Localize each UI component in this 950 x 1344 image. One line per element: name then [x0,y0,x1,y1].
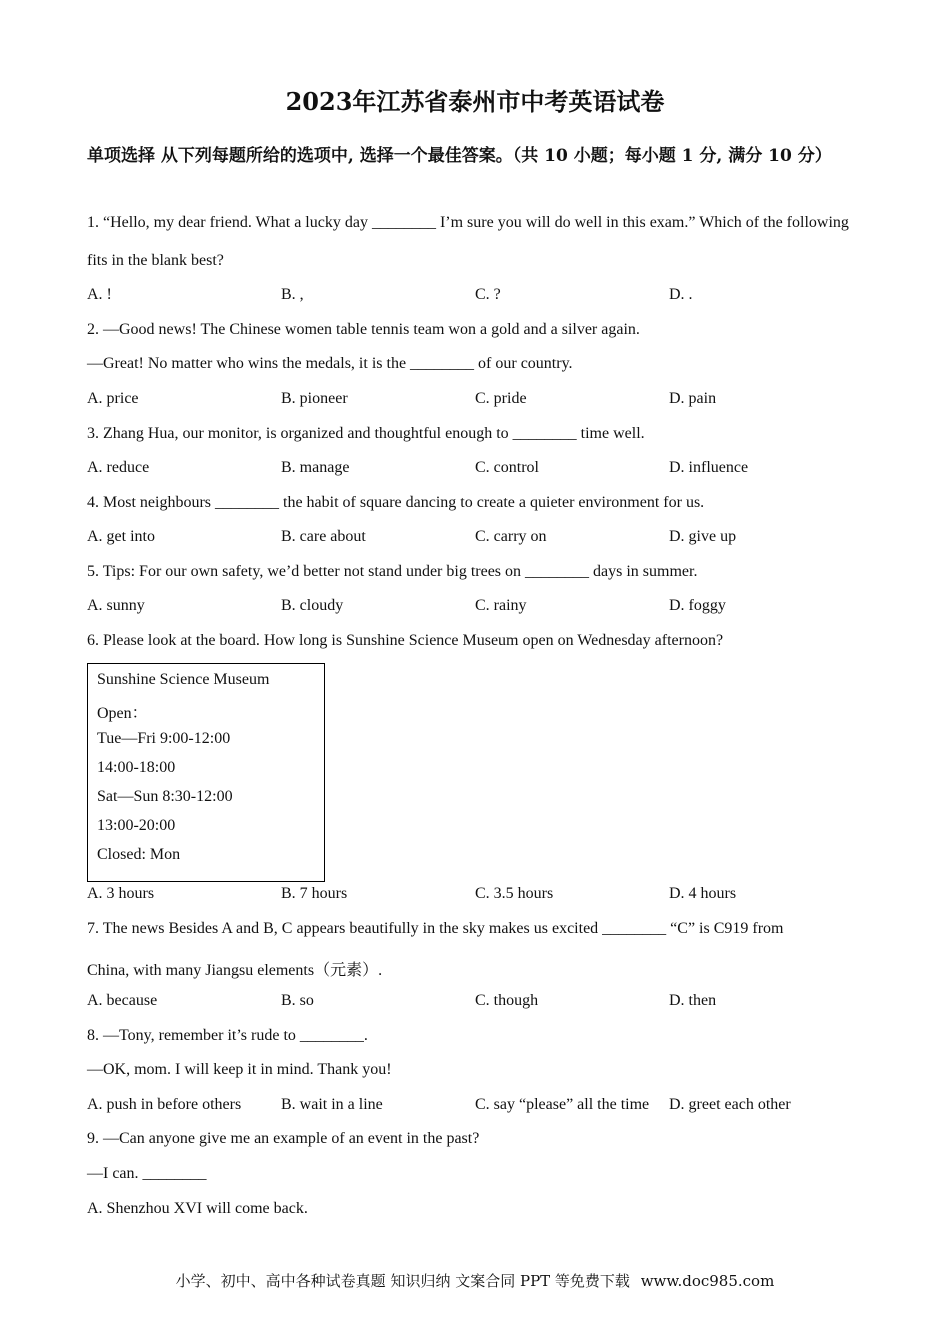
question-6-option-b: B. 7 hours [281,885,348,902]
question-6-option-a: A. 3 hours [87,885,155,902]
question-4-line-1: 4. Most neighbours ________ the habit of square dancing to create a quieter environment for us. [87,494,705,511]
question-1-line-2: fits in the blank best? [87,252,224,269]
question-6-line-1: 6. Please look at the board. How long is Sunshine Science Museum open on Wednesday afternoon? [87,632,724,649]
board-line: 14:00-18:00 [97,759,176,776]
board-line: Sunshine Science Museum [97,671,270,688]
question-2-option-a: A. price [87,390,139,407]
question-2-line-2: —Great! No matter who wins the medals, it is the ________ of our country. [87,355,573,372]
board-line: Open： [97,705,148,722]
question-7-option-b: B. so [281,992,314,1009]
question-3-line-1: 3. Zhang Hua, our monitor, is organized and thoughtful enough to ________ time well. [87,425,645,442]
question-8-option-b: B. wait in a line [281,1096,383,1113]
question-7-line-1: 7. The news Besides A and B, C appears beautifully in the sky makes us excited ________ “C” is C919 from [87,920,784,937]
question-8-line-2: —OK, mom. I will keep it in mind. Thank you! [87,1061,392,1078]
question-4-option-d: D. give up [669,528,737,545]
question-7-option-d: D. then [669,992,717,1009]
question-8-option-d: D. greet each other [669,1096,791,1113]
question-2-line-1: 2. —Good news! The Chinese women table tennis team won a gold and a silver again. [87,321,640,338]
question-1-option-b: B. , [281,286,304,303]
board-line: Closed: Mon [97,846,181,863]
question-1-option-d: D. . [669,286,693,303]
question-3-option-d: D. influence [669,459,749,476]
question-1-line-1: 1. “Hello, my dear friend. What a lucky day ________ I’m sure you will do well in this exam.” Which of the following [87,214,849,231]
question-7-option-c: C. though [475,992,539,1009]
question-2-option-c: C. pride [475,390,527,407]
board-line: 13:00-20:00 [97,817,176,834]
question-7-option-a: A. because [87,992,158,1009]
question-5-line-1: 5. Tips: For our own safety, we’d better not stand under big trees on ________ days in summer. [87,563,698,580]
page-title: 2023年江苏省泰州市中考英语试卷 [285,87,665,116]
question-5-option-d: D. foggy [669,597,726,614]
question-8-option-c: C. say “please” all the time [475,1096,650,1113]
question-9-option-a: A. Shenzhou XVI will come back. [87,1200,308,1217]
question-9-line-1: 9. —Can anyone give me an example of an event in the past? [87,1130,480,1147]
board-line: Sat—Sun 8:30-12:00 [97,788,233,805]
question-4-option-b: B. care about [281,528,366,545]
question-1-option-a: A. ! [87,286,112,303]
footer-link[interactable]: www.doc985.com [640,1272,775,1290]
question-9-line-2: —I can. ________ [87,1165,207,1182]
question-2-option-b: B. pioneer [281,390,348,407]
question-3-option-c: C. control [475,459,539,476]
question-6-option-d: D. 4 hours [669,885,737,902]
question-5-option-b: B. cloudy [281,597,344,614]
footer-text: 小学、初中、高中各种试卷真题 知识归纳 文案合同 PPT 等免费下载 [175,1272,630,1290]
question-7-line-2: China, with many Jiangsu elements（元素）. [87,962,383,979]
board-line: Tue—Fri 9:00-12:00 [97,730,231,747]
question-4-option-c: C. carry on [475,528,547,545]
question-8-option-a: A. push in before others [87,1096,242,1113]
question-1-option-c: C. ? [475,286,501,303]
question-5-option-c: C. rainy [475,597,527,614]
question-2-option-d: D. pain [669,390,717,407]
footer [0,1270,950,1291]
question-8-line-1: 8. —Tony, remember it’s rude to ________. [87,1027,368,1044]
question-3-option-a: A. reduce [87,459,150,476]
section-header: 单项选择 从下列每题所给的选项中, 选择一个最佳答案。（共 10 小题；每小题 1 分, 满分 10 分） [87,146,832,166]
question-4-option-a: A. get into [87,528,155,545]
question-5-option-a: A. sunny [87,597,145,614]
question-6-option-c: C. 3.5 hours [475,885,554,902]
question-3-option-b: B. manage [281,459,350,476]
